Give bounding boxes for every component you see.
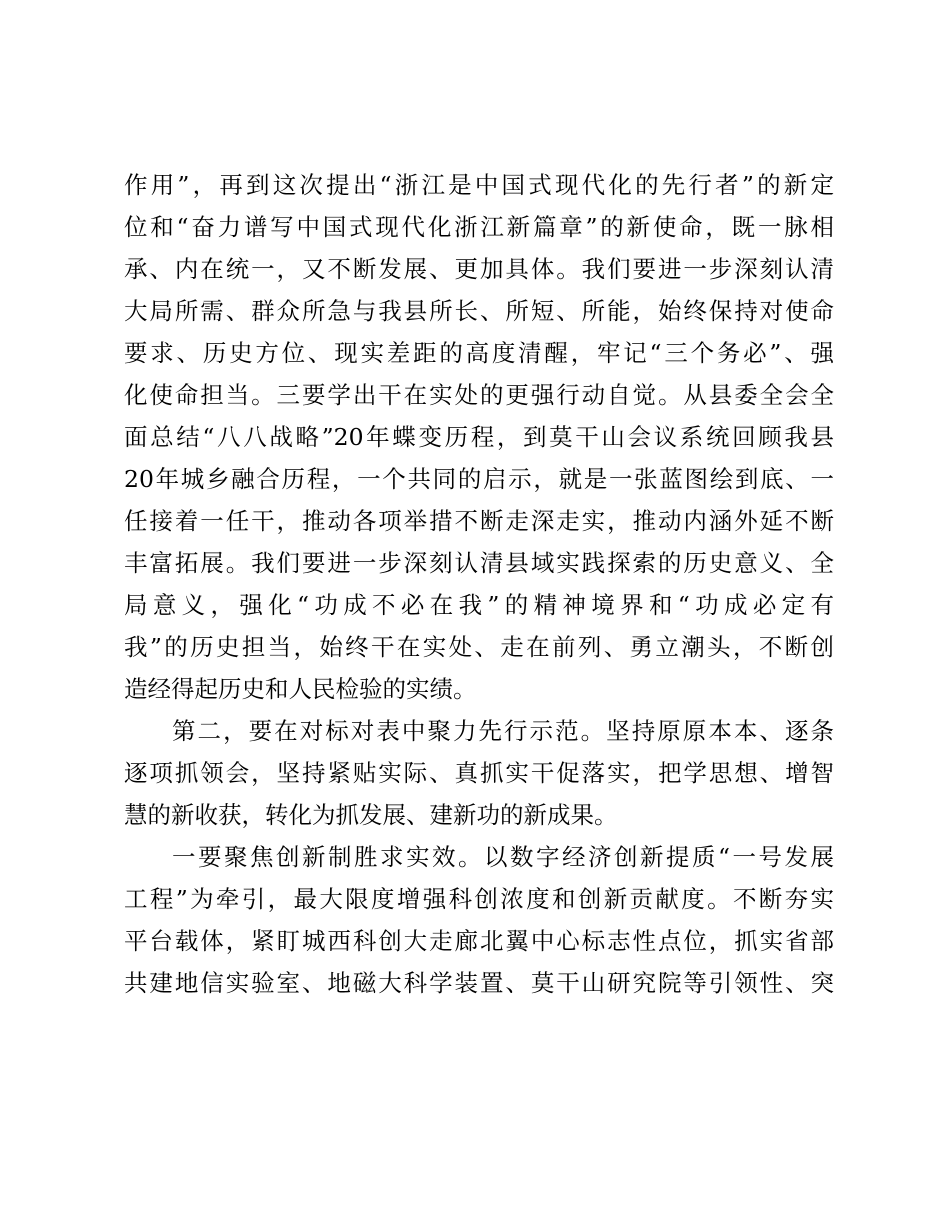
text-line: 承、内在统一，又不断发展、更加具体。我们要进一步深刻认清: [124, 255, 834, 283]
text-line: 共建地信实验室、地磁大科学装置、莫干山研究院等引领性、突: [124, 969, 834, 997]
text-line: 化使命担当。三要学出干在实处的更强行动自觉。从县委全会全: [124, 381, 834, 409]
text-line: 要求、历史方位、现实差距的高度清醒，牢记“三个务必”、强: [124, 339, 834, 367]
paragraph-end-line: 造经得起历史和人民检验的实绩。: [124, 675, 477, 703]
text-line: 工程”为牵引，最大限度增强科创浓度和创新贡献度。不断夯实: [124, 885, 834, 913]
text-line: 大局所需、群众所急与我县所长、所短、所能，始终保持对使命: [124, 297, 834, 325]
text-line: 丰富拓展。我们要进一步深刻认清县域实践探索的历史意义、全: [124, 549, 834, 577]
text-line: 作用”，再到这次提出“浙江是中国式现代化的先行者”的新定: [124, 171, 834, 199]
paragraph-start-line: 一要聚焦创新制胜求实效。以数字经济创新提质“一号发展: [172, 843, 834, 871]
text-line: 平台载体，紧盯城西科创大走廊北翼中心标志性点位，抓实省部: [124, 927, 834, 955]
text-line: 面总结“八八战略”20年蝶变历程，到莫干山会议系统回顾我县: [124, 423, 834, 451]
text-line: 我”的历史担当，始终干在实处、走在前列、勇立潮头，不断创: [124, 633, 834, 661]
text-line: 逐项抓领会，坚持紧贴实际、真抓实干促落实，把学思想、增智: [124, 759, 834, 787]
text-line: 任接着一任干，推动各项举措不断走深走实，推动内涵外延不断: [124, 507, 834, 535]
body-text: [124, 164, 834, 1004]
text-line: 20年城乡融合历程，一个共同的启示，就是一张蓝图绘到底、一: [124, 465, 834, 493]
text-line: 局意义，强化“功成不必在我”的精神境界和“功成必定有: [124, 591, 834, 619]
paragraph-start-line: 第二，要在对标对表中聚力先行示范。坚持原原本本、逐条: [172, 717, 834, 745]
text-line: 位和“奋力谱写中国式现代化浙江新篇章”的新使命，既一脉相: [124, 213, 834, 241]
paragraph-end-line: 慧的新收获，转化为抓发展、建新功的新成果。: [124, 801, 618, 829]
